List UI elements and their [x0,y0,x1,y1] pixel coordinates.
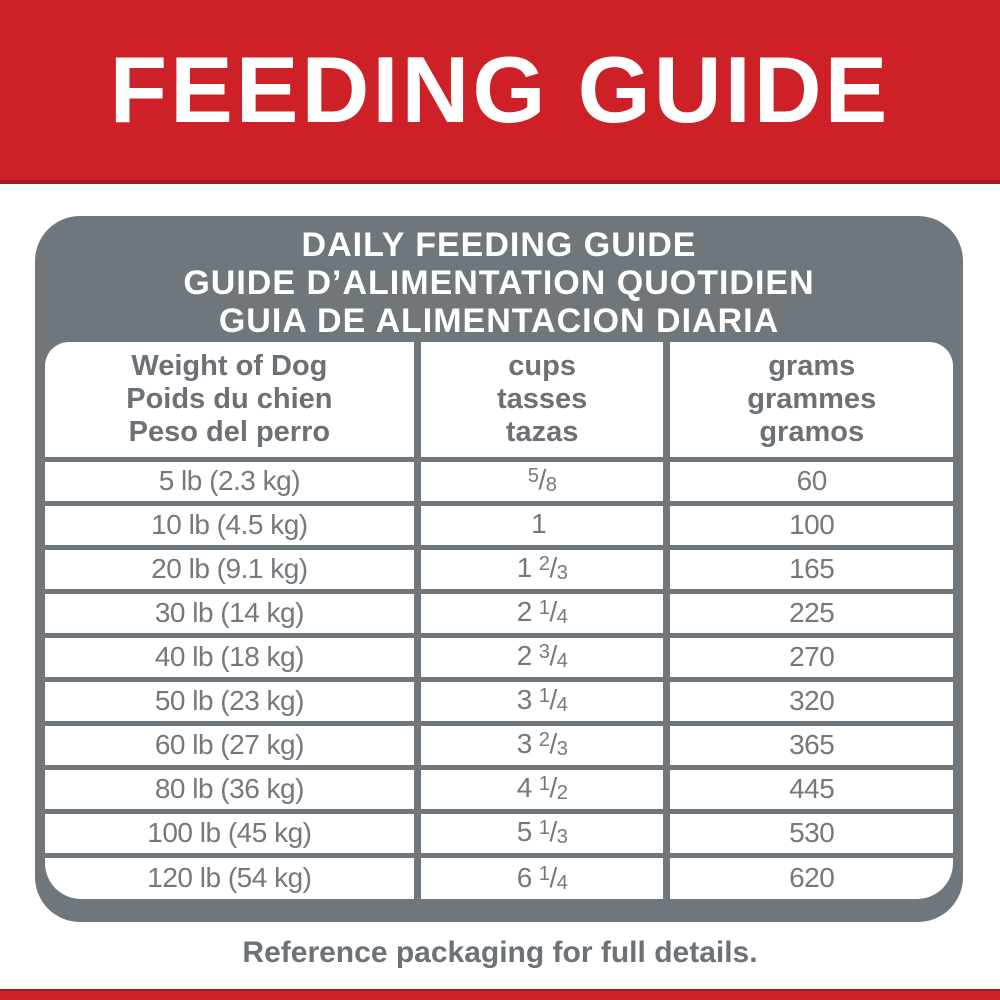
grams-cell: 365 [667,723,953,767]
cups-whole: 2 [516,640,532,672]
col-header-line: Poids du chien [126,382,333,415]
cups-cell [417,811,667,855]
feeding-guide-banner [0,0,1000,184]
daily-feeding-card [35,216,963,922]
cups-cell [417,635,667,679]
grams-cell: 445 [667,767,953,811]
cups-denominator: 2 [556,782,568,805]
cups-whole: 1 [516,552,532,584]
fraction-slash: / [549,596,557,628]
card-title-line-es: GUIA DE ALIMENTACION DIARIA [218,302,780,340]
col-header-line: grams [768,349,856,382]
weight-cell: 40 lb (18 kg) [45,635,417,679]
weight-cell: 20 lb (9.1 kg) [45,547,417,591]
cups-cell [417,767,667,811]
grams-cell: 530 [667,811,953,855]
col-header-line: tazas [505,415,579,448]
grams-cell: 620 [667,855,953,899]
table-row [45,503,953,547]
cups-whole: 1 [531,508,547,540]
col-header-line: Weight of Dog [131,349,328,382]
cups-numerator: 2 [538,729,550,752]
weight-cell: 5 lb (2.3 kg) [45,459,417,503]
col-header-grams [667,342,953,459]
col-header-line: grammes [747,382,877,415]
col-header-line: Peso del perro [128,415,331,448]
table-row [45,635,953,679]
cups-cell [417,723,667,767]
cups-cell [417,459,667,503]
card-title-line-fr: GUIDE D’ALIMENTATION QUOTIDIEN [183,264,815,302]
col-header-cups [417,342,667,459]
weight-cell: 50 lb (23 kg) [45,679,417,723]
feeding-table [45,342,953,899]
cups-cell [417,547,667,591]
col-header-line: tasses [496,382,588,415]
fraction-slash: / [549,816,557,848]
header-row [45,342,953,459]
cups-cell [417,679,667,723]
weight-cell: 120 lb (54 kg) [45,855,417,899]
footer-note: Reference packaging for full details. [242,936,758,969]
table-row [45,767,953,811]
cups-numerator: 1 [538,773,550,796]
cups-whole: 6 [516,861,532,893]
grams-cell: 60 [667,459,953,503]
fraction-slash: / [538,464,546,496]
fraction-slash: / [549,552,557,584]
cups-numerator: 5 [527,465,539,488]
card-title-line-en: DAILY FEEDING GUIDE [301,226,697,264]
fraction-slash: / [549,640,557,672]
weight-cell: 60 lb (27 kg) [45,723,417,767]
cups-numerator: 1 [538,685,550,708]
weight-cell: 10 lb (4.5 kg) [45,503,417,547]
grams-cell: 270 [667,635,953,679]
fraction-slash: / [549,728,557,760]
fraction-slash: / [549,684,557,716]
fraction-slash: / [549,772,557,804]
table-row [45,591,953,635]
cups-whole: 3 [516,728,532,760]
cups-whole: 4 [516,772,532,804]
col-header-line: gramos [759,415,865,448]
table-row [45,459,953,503]
cups-denominator: 3 [556,738,568,761]
table-row [45,723,953,767]
feeding-table-box [45,342,953,899]
table-row [45,855,953,899]
cups-numerator: 1 [538,817,550,840]
table-row [45,547,953,591]
cups-denominator: 4 [556,606,568,629]
cups-whole: 5 [516,816,532,848]
grams-cell: 100 [667,503,953,547]
cups-cell [417,591,667,635]
banner-title: FEEDING GUIDE [109,37,891,142]
table-row [45,811,953,855]
cups-denominator: 4 [556,650,568,673]
weight-cell: 80 lb (36 kg) [45,767,417,811]
grams-cell: 320 [667,679,953,723]
weight-cell: 100 lb (45 kg) [45,811,417,855]
card-title [45,216,953,342]
grams-cell: 165 [667,547,953,591]
bottom-red-strip [0,989,1000,1000]
grams-cell: 225 [667,591,953,635]
cups-numerator: 2 [538,553,550,576]
cups-cell [417,855,667,899]
cups-denominator: 4 [556,694,568,717]
table-row [45,679,953,723]
col-header-line: cups [508,349,576,382]
cups-denominator: 3 [556,826,568,849]
cups-numerator: 1 [538,862,550,885]
cups-whole: 2 [516,596,532,628]
cups-cell [417,503,667,547]
cups-denominator: 4 [556,871,568,894]
fraction-slash: / [549,861,557,893]
cups-numerator: 1 [538,597,550,620]
cups-denominator: 8 [545,474,557,497]
cups-whole: 3 [516,684,532,716]
cups-denominator: 3 [556,562,568,585]
cups-numerator: 3 [538,641,550,664]
col-header-weight [45,342,417,459]
weight-cell: 30 lb (14 kg) [45,591,417,635]
